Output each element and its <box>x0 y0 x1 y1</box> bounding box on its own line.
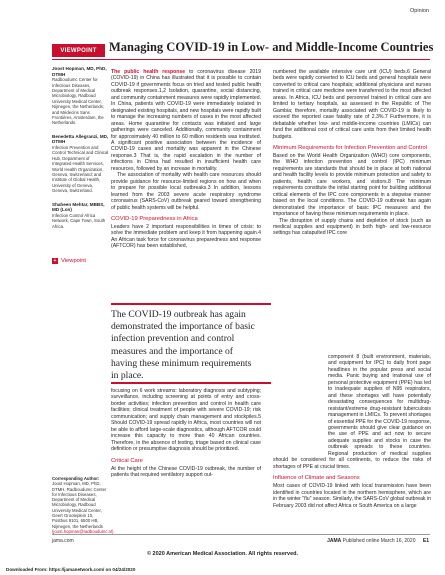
author-block <box>52 66 110 126</box>
footer-page: E1 <box>422 538 429 544</box>
footer-citation <box>327 538 429 544</box>
section-heading: Influence of Climate and Seasons <box>273 475 360 482</box>
title-rule <box>52 59 430 60</box>
footer-journal: JAMA <box>327 538 342 544</box>
paragraph <box>111 69 261 172</box>
author-affiliation: Infection Prevention and Control Technical and Clinical Hub, Department of Integrated Health Services, World Health Organization, Geneva, Switzerland; and Institute of Global Health, University of Geneva, Geneva, Switzerland. <box>52 145 109 194</box>
pullquote-rule-bottom <box>111 382 271 384</box>
author-block <box>52 134 110 194</box>
copyright-notice: © 2020 American Medical Association. All rights reserved. <box>146 551 299 557</box>
section-heading: Minimum Requirements for Infection Prevention and Control <box>273 144 428 151</box>
author-name: Joost Hopman, MD, PhD, DTMH <box>52 66 107 77</box>
pullquote-wrap-space <box>273 354 328 457</box>
paragraph: numbered the available intensive care unit (ICU) beds.6 General beds were rapidly converted to ICU beds and general hospitals were converted to critical care hospitals; additional physicians and nurses trained in critical care medicine were transferred to the most affected areas. In Africa, ICU beds and personnel trained in critical care are limited to tertiary hospitals, as assessed in the Republic of The Gambia; therefore, mortality associated with COVID-19 is likely to exceed the reported case fatality rate of 2.3%.7 Furthermore, it is debatable whether low- and middle-income countries (LMICs) can fund the additional cost of critical care units from their limited health budgets. <box>273 69 431 140</box>
corresponding-author-address: Joost Hopman, MD, PhD, DTMH, Radboudumc Center for Infectious Diseases, Department of Medical Microbiology, Radboud University Medical Center, Geert Grooteplein 10, Postbus 9101, 6500 HB, Nijmegen, the Netherlands <box>52 481 107 529</box>
pullquote-rule-top <box>111 303 271 305</box>
paragraph-text: to coronavirus disease 2019 (COVID-19) in China has illustrated that it is possible to contain COVID-19 if governments focus on tried and tested public health outbreak responses.1,2 Isolation, quarantine, social distancing, and community containment measures were rapidly implemented. In China, patients with COVID-19 were immediately isolated in designated existing hospitals, and new hospitals were rapidly built to manage the increasing numbers of cases in the most affected areas. Home quarantine for contacts was initiated and large gatherings were canceled. Additionally, community containment for approximately 40 million to 60 million residents was instituted. A significant positive association between the incidence of COVID-19 cases and mortality was apparent in the Chinese response.3 That is, the rapid escalation in the number of infections in China had resulted in insufficient health care resources, followed by an increase in mortality. <box>111 69 261 172</box>
author-name: Benedetta Allegranzi, MD, DTMH <box>52 133 109 145</box>
paragraph: component 8 (built environment, materials, and equipment for IPC) to daily front page headlines in the popular press and social media. Panic buying and irrational use of personal protective equipment (PPE) has led to inadequate supplies of N95 respirators, and these shortages will have potentially devastating consequences for multidrug-resistant/extreme drug-resistant tuberculosis management in LMICs. To prevent shortages of essential PPE for the COVID-19 response, governments should give clear guidance on the use of PPE and act now to secure adequate supplies and stocks in case the outbreak spreads to these countries. Regional production of medical supplies should be considered for all continents, to reduce the risks of shortages of PPE at crucial times. <box>273 354 431 470</box>
body-column-2-continued <box>273 354 431 509</box>
author-name: Shaheen Mehtar, MBBS, MD (Lon) <box>52 201 105 213</box>
body-column-2 <box>273 69 431 237</box>
section-heading: Critical Care <box>111 457 143 464</box>
footer-date: Published online March 16, 2020 <box>342 538 416 544</box>
pull-quote: The COVID-19 outbreak has again demonstrated the importance of basic infection prevention and control measures and the importance of having these minimum requirements in place. <box>111 309 255 382</box>
lead-in: The public health response <box>111 69 186 75</box>
author-sidebar <box>52 66 110 237</box>
author-affiliation: Radboudumc Center for Infectious Diseases, Department of Medical Microbiology, Radboud University Medical Center, Nijmegen, the Netherlands; and Médecins Sans Frontières, Amsterdam, the Netherlands. <box>52 77 105 126</box>
article-title: Managing COVID-19 in Low- and Middle-Income Countries <box>109 40 434 54</box>
body-column-1 <box>111 69 261 250</box>
paragraph: The association of mortality with health care resources should provide guidance for resource-limited regions on how and when to prepare for possible local outbreaks.3 In addition, lessons learned from the 2003 severe acute respiratory syndrome coronavirus (SARS-CoV) outbreak geared toward strengthening of public health systems will be helpful. <box>111 172 261 211</box>
corresponding-author-email[interactable]: (joost.hopman@radboudumc.nl). <box>52 528 115 534</box>
paragraph: focusing on 6 work streams: laboratory diagnosis and subtyping; surveillance, including screening at points of entry and cross-border activities; infection prevention and control in health care facilities; clinical treatment of people with severe COVID-19; risk communication; and supply chain management and stockpiles.5 Should COVID-19 spread rapidly in Africa, most countries will not be able to afford large-scale diagnostics, although AFTCOR could increase this capacity to more than 40 African countries. Therefore, in the absence of testing, triage based on clinical case definition or presumptive diagnosis should be prioritized. <box>111 388 261 453</box>
viewpoint-tab: VIEWPOINT <box>52 44 105 57</box>
footer-rule <box>52 534 430 535</box>
section-label: Opinion <box>410 8 429 14</box>
paragraph: Most cases of COVID-19 linked with local transmission have been identified in countries located in the northern hemisphere, which are in the winter "flu" season. Similarly, the SARS-CoV global outbreak in February 2003 did not affect Africa or South America on a large <box>273 483 431 509</box>
plus-icon: + <box>53 258 57 264</box>
author-affiliation: Infection Control Africa Network, Cape Town, South Africa. <box>52 212 106 229</box>
corresponding-author-heading: Corresponding Author: <box>52 476 100 481</box>
body-column-1-continued <box>111 388 261 478</box>
corresponding-author <box>52 476 115 534</box>
paragraph: Based on the World Health Organization (WHO) core components, the WHO infection prevention and control (IPC) minimum requirements are standards that should be in place at both national and health facility levels to provide minimum protection and safety to patients, health care workers, and visitors.8 The minimum requirements constitute the initial starting point for building additional critical elements of the IPC core components in a stepwise manner based on the local conditions. The COVID-19 outbreak has again demonstrated the importance of basic IPC measures and the importance of having these minimum requirements in place. <box>273 152 431 218</box>
related-label: Viewpoint <box>61 258 87 264</box>
paragraph: The disruption of supply chains and depletion of stock (such as medical supplies and equipment) in both high- and low-resource settings has catapulted IPC core <box>273 217 431 237</box>
paragraph: Leaders have 2 important responsibilities in times of crisis: to solve the immediate problem and keep it from happening again.4 An African task force for coronavirus preparedness and response (AFTCOR) has been established, <box>111 223 261 250</box>
download-notice: Downloaded From: https://jamanetwork.com/ on 04/24/2020 <box>6 567 136 572</box>
author-block <box>52 202 110 229</box>
footer-site[interactable]: jama.com <box>52 538 74 544</box>
section-heading: COVID-19 Preparedness in Africa <box>111 215 198 222</box>
paragraph: At the height of the Chinese COVID-19 outbreak, the number of patients that required ventilatory support out- <box>111 465 261 478</box>
related-viewpoint-link[interactable] <box>52 258 86 264</box>
